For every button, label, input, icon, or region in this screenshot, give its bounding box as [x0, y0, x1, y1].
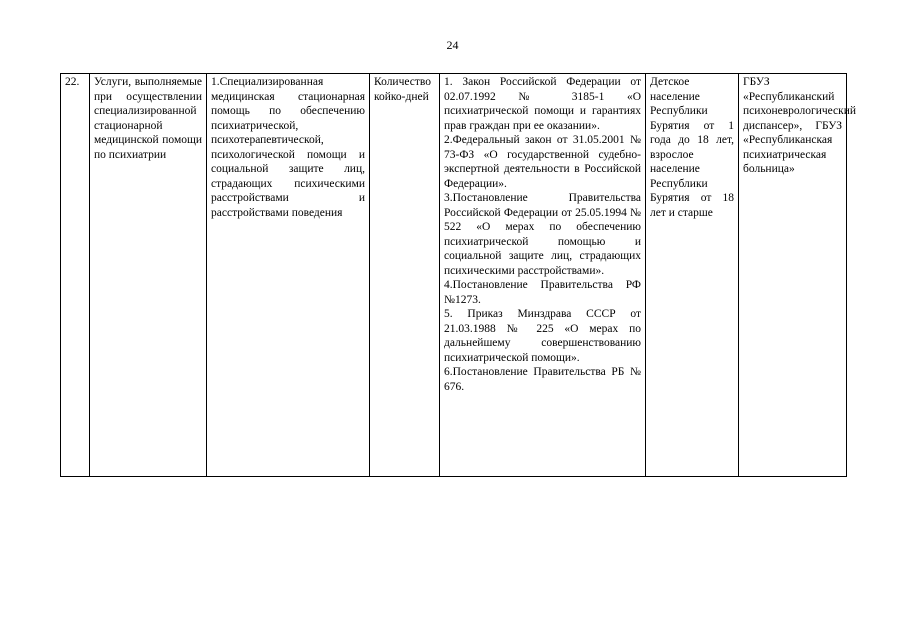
service-type-cell	[207, 74, 370, 477]
table-row	[61, 74, 847, 477]
row-number: 22.	[61, 74, 90, 477]
legal-basis-item: 3.Постановление Правительства Российской Федерации от 25.05.1994 № 522 «О мерах по обеспечению психиатрической помощью и социальной защите лиц, страдающих психическими расстройствами».	[444, 192, 641, 277]
legal-basis-item: 2.Федеральный закон от 31.05.2001 № 73-ФЗ «О государственной судебно-экспертной деятельности в Российской Федерации».	[444, 134, 641, 190]
unit-cell	[370, 74, 440, 477]
service-name-cell	[90, 74, 207, 477]
providers: ГБУЗ «Республиканский психоневрологический диспансер», ГБУЗ «Республиканская психиатрическая больница»	[743, 76, 857, 175]
legal-basis-item: 1. Закон Российской Федерации от 02.07.1992 № 3185-1 «О психиатрической помощи и гарантиях прав граждан при ее оказании».	[444, 76, 641, 132]
legal-basis-cell	[440, 74, 646, 477]
legal-basis-item: 5. Приказ Минздрава СССР от 21.03.1988 № 225 «О мерах по дальнейшему совершенствованию психиатрической помощи».	[444, 308, 641, 364]
consumers-cell	[646, 74, 739, 477]
legal-basis-item: 4.Постановление Правительства РФ №1273.	[444, 279, 641, 306]
legal-basis-item: 6.Постановление Правительства РБ № 676.	[444, 366, 641, 393]
service-name: Услуги, выполняемые при осуществлении специализированной стационарной медицинской помощи по психиатрии	[94, 76, 202, 161]
service-type: 1.Специализированная медицинская стационарная помощь по обеспечению психиатрической, психотерапевтической, психологической помощи и социальной защите лиц, страдающих психическими расстройствами и расстройствами поведения	[211, 76, 365, 219]
consumers: Детское население Республики Бурятия от 1 года до 18 лет, взрослое население Республики Бурятия от 18 лет и старше	[650, 76, 734, 219]
page-number: 24	[446, 38, 459, 52]
providers-cell	[739, 74, 857, 477]
unit-of-measure: Количество койко-дней	[374, 76, 431, 103]
services-table	[60, 73, 857, 477]
